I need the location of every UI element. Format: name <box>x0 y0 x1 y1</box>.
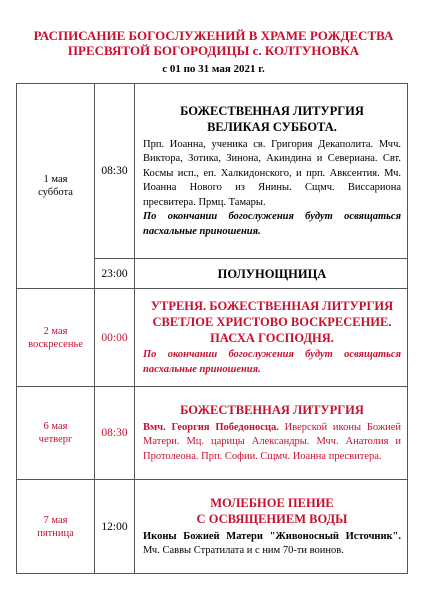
time-cell: 12:00 <box>95 480 135 574</box>
saints-rest: Иверской иконы Божией Матери. Мц. царицы Александры. Мчч. Анатолия и Протолеона. Прп. Софии. Сщмч. Иоанна пресвитера. <box>143 421 401 462</box>
day-date: 7 мая <box>43 514 68 526</box>
saint-highlight: Иконы Божией Матери "Живоносный Источник". <box>143 530 401 542</box>
service-title: ПОЛУНОЩНИЦА <box>217 266 327 281</box>
day-cell <box>17 84 95 289</box>
service-title: МОЛЕБНОЕ ПЕНИЕ <box>210 495 334 510</box>
saints-rest: Мч. Саввы Стратилата и с ним 70-ти воинов. <box>143 545 344 556</box>
service-cell <box>135 84 408 259</box>
time-cell: 00:00 <box>95 289 135 387</box>
schedule-table <box>16 83 408 574</box>
day-cell <box>17 480 95 574</box>
time-cell: 08:30 <box>95 387 135 480</box>
day-weekday: воскресенье <box>28 338 83 350</box>
table-row <box>17 480 408 574</box>
saints-text <box>143 530 401 559</box>
table-row <box>17 84 408 259</box>
service-subtitle: СВЕТЛОЕ ХРИСТОВО ВОСКРЕСЕНИЕ. <box>152 315 392 329</box>
schedule-period: с 01 по 31 мая 2021 г. <box>162 63 265 75</box>
saint-highlight: Вмч. Георгия Победоносца. <box>143 421 279 433</box>
service-cell <box>135 289 408 387</box>
day-weekday: четверг <box>38 434 73 445</box>
day-date: 2 мая <box>43 325 68 337</box>
service-subtitle: ВЕЛИКАЯ СУББОТА. <box>207 119 337 134</box>
page-title-line1: РАСПИСАНИЕ БОГОСЛУЖЕНИЙ В ХРАМЕ РОЖДЕСТВА <box>33 28 394 43</box>
table-row <box>17 289 408 387</box>
saints-text: Прп. Иоанна, ученика св. Григория Декаполита. Мчч. Виктора, Зотика, Зинона, Акиндина и Севериана. Свт. Космы исп., еп. Халкидонского, и прп. Авксентия. Мч. Иоанна Нового из Янины. Сщмч. Виссариона пресвитера. Прмц. Тамары. <box>143 138 401 208</box>
table-row <box>17 387 408 480</box>
day-date: 1 мая <box>43 174 68 185</box>
service-cell <box>135 259 408 289</box>
time-cell: 23:00 <box>95 259 135 289</box>
service-title: БОЖЕСТВЕННАЯ ЛИТУРГИЯ <box>180 103 364 118</box>
day-cell <box>17 387 95 480</box>
service-subtitle-2: ПАСХА ГОСПОДНЯ. <box>210 331 334 345</box>
page-title-line2: ПРЕСВЯТОЙ БОГОРОДИЦЫ с. КОЛТУНОВКА <box>67 43 360 58</box>
service-title-2: С ОСВЯЩЕНИЕМ ВОДЫ <box>196 511 348 526</box>
saints-text <box>143 421 401 465</box>
service-title: БОЖЕСТВЕННАЯ ЛИТУРГИЯ <box>180 402 364 417</box>
day-weekday: суббота <box>38 187 73 198</box>
service-cell <box>135 480 408 574</box>
service-note: По окончании богослужения будут освящаться пасхальные приношения. <box>143 349 401 375</box>
day-date: 6 мая <box>43 421 68 432</box>
service-cell <box>135 387 408 480</box>
service-title: УТРЕНЯ. БОЖЕСТВЕННАЯ ЛИТУРГИЯ <box>150 299 394 313</box>
day-weekday: пятница <box>37 527 74 539</box>
day-cell <box>17 289 95 387</box>
time-cell: 08:30 <box>95 84 135 259</box>
service-note: По окончании богослужения будут освящаться пасхальные приношения. <box>143 211 401 237</box>
